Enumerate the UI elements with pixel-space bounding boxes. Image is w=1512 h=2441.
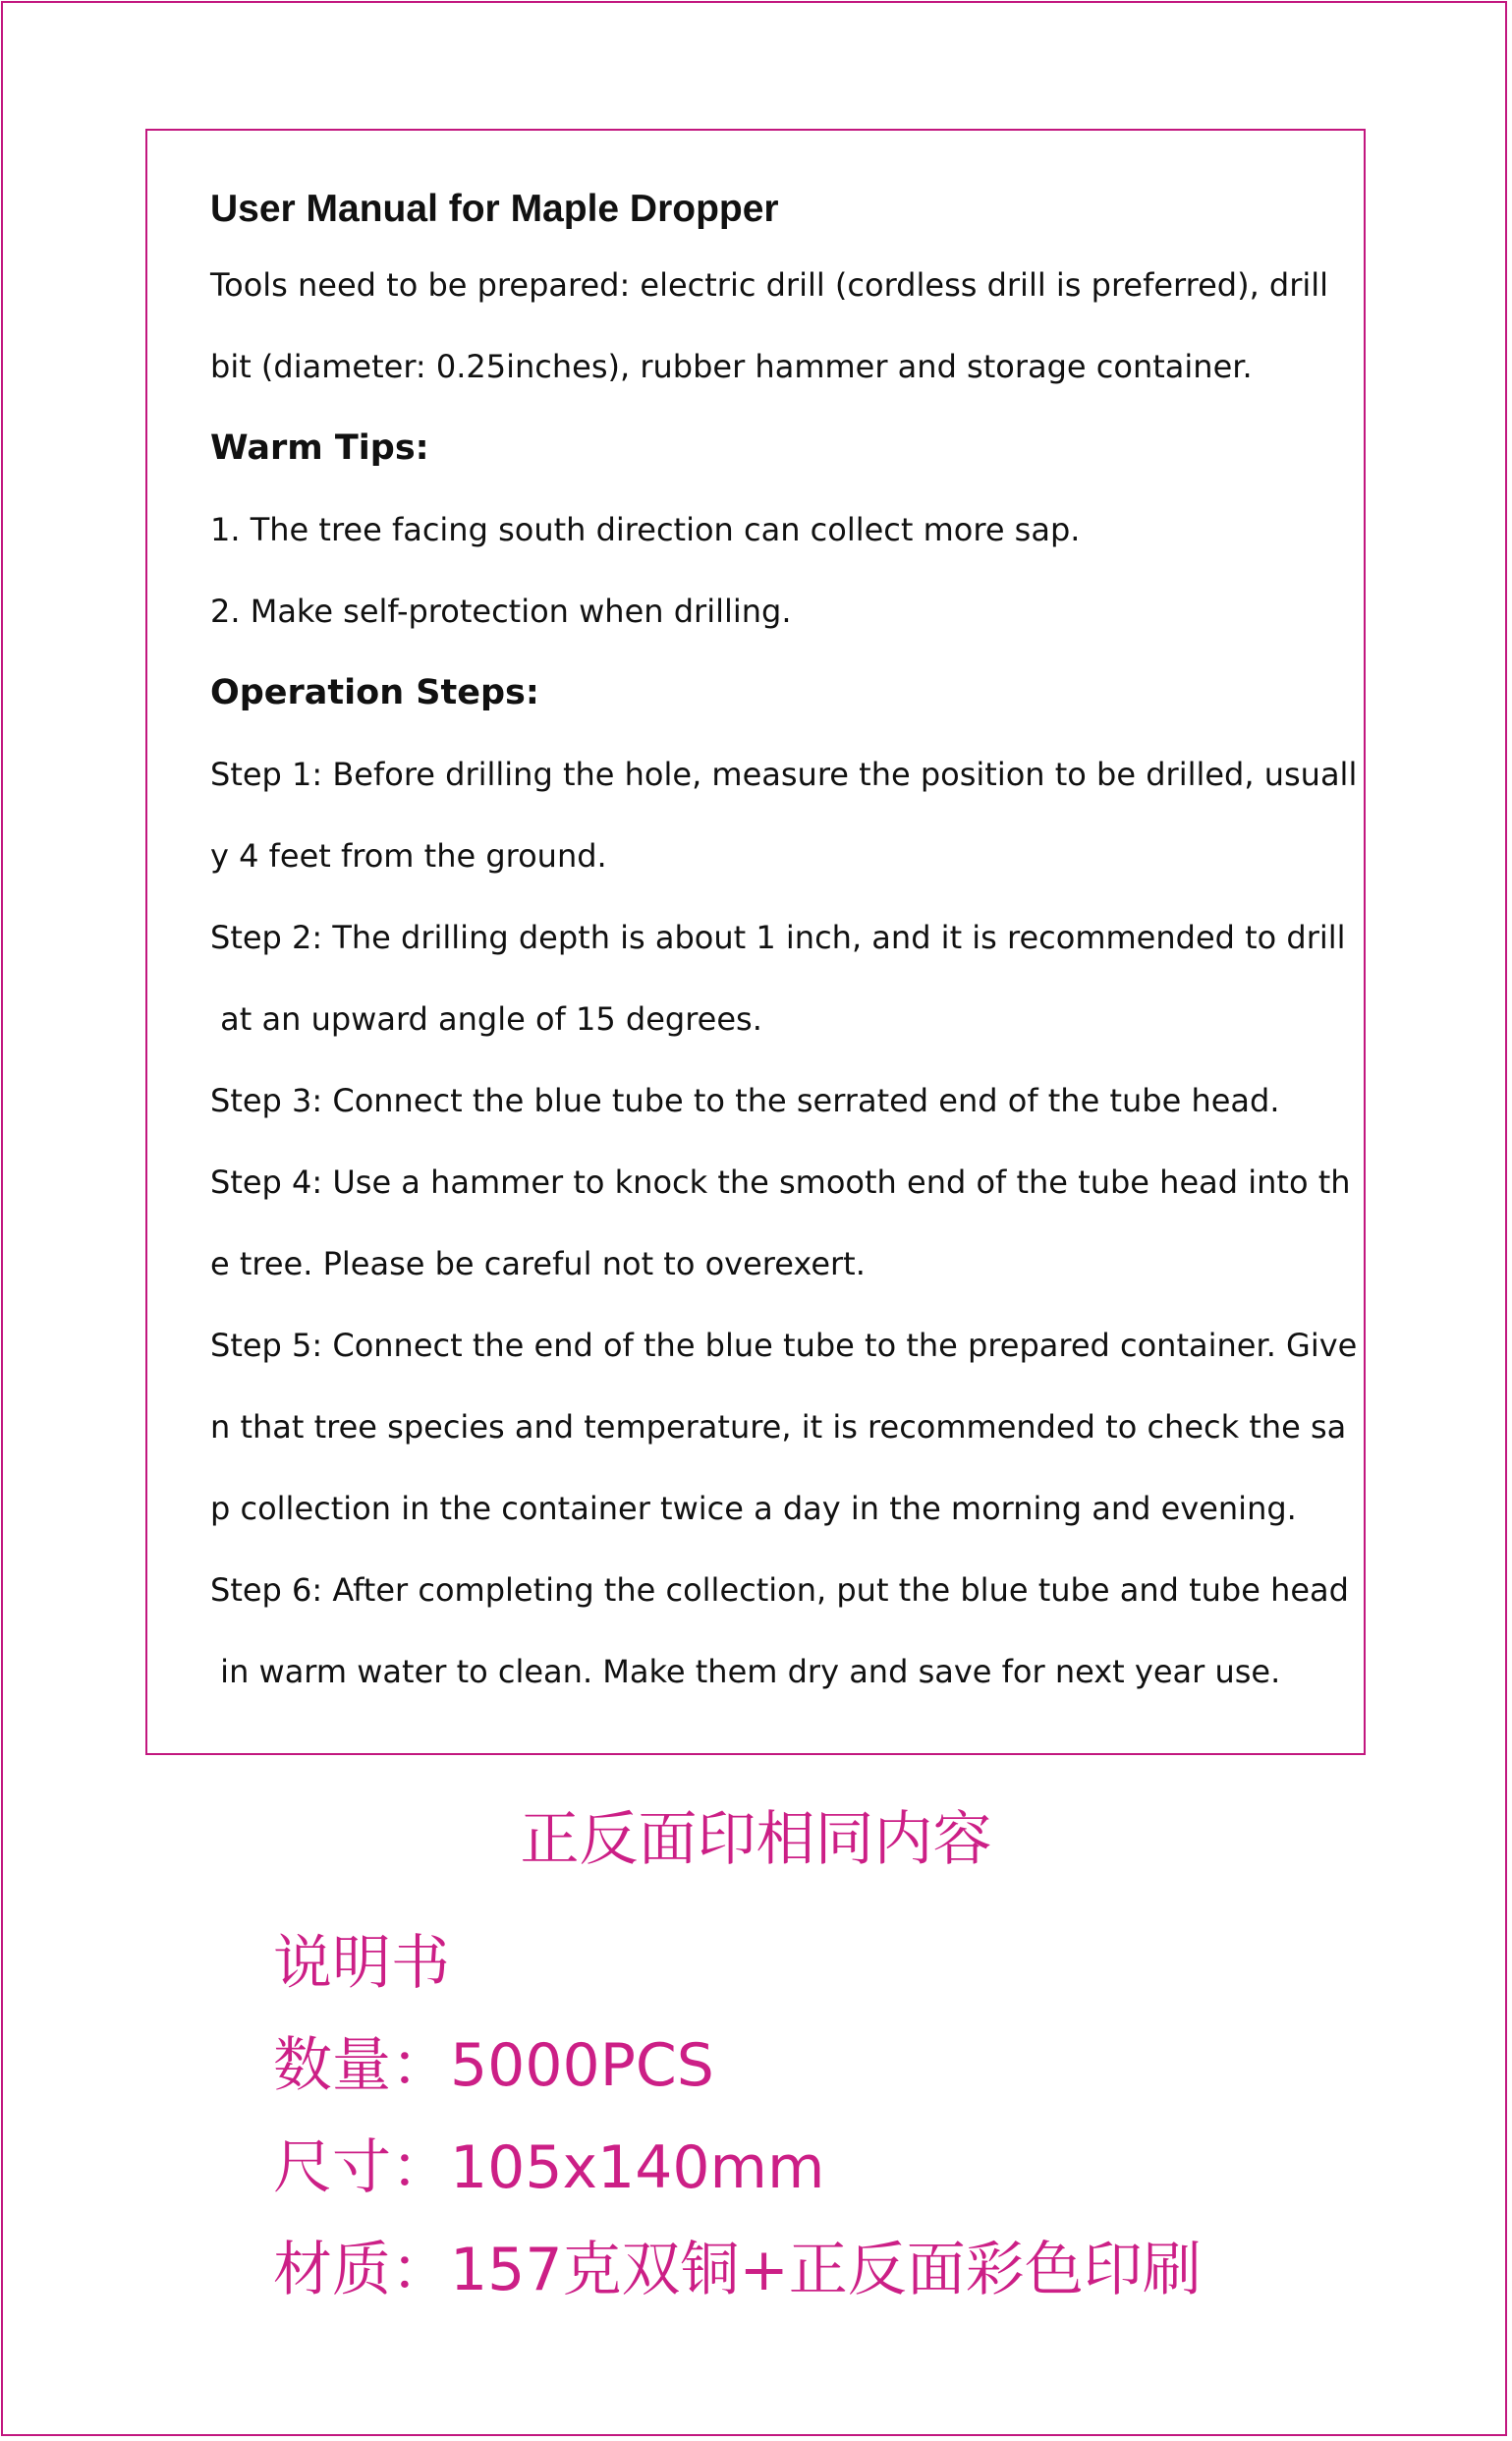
step-line: n that tree species and temperature, it is recommended to check the sa [210, 1408, 1347, 1446]
operation-steps-heading: Operation Steps: [210, 673, 539, 712]
spec-item-material: 材质：157克双铜+正反面彩色印刷 [273, 2236, 1202, 2304]
spec-list [273, 1912, 1512, 2321]
spec-item-product: 说明书 [273, 1929, 450, 1998]
manual-card [145, 129, 1366, 1755]
step-line: Step 5: Connect the end of the blue tube to the prepared container. Give [210, 1327, 1358, 1364]
step-line: e tree. Please be careful not to overexert. [210, 1245, 866, 1282]
step-line: in warm water to clean. Make them dry and save for next year use. [210, 1653, 1281, 1690]
step-line: p collection in the container twice a day in the morning and evening. [210, 1490, 1297, 1527]
manual-title: User Manual for Maple Dropper [210, 188, 779, 230]
tools-line: bit (diameter: 0.25inches), rubber hammer and storage container. [210, 348, 1253, 385]
print-notes [0, 1769, 1512, 2321]
step-line: Step 2: The drilling depth is about 1 inch, and it is recommended to drill [210, 919, 1346, 956]
warm-tip-item: 1. The tree facing south direction can collect more sap. [210, 511, 1081, 548]
step-line: Step 6: After completing the collection, put the blue tube and tube head [210, 1571, 1349, 1609]
warm-tip-item: 2. Make self-protection when drilling. [210, 593, 792, 630]
spec-item-size: 尺寸：105x140mm [273, 2133, 825, 2202]
spec-item-quantity: 数量：5000PCS [273, 2031, 714, 2100]
tools-paragraph [210, 245, 1329, 408]
step-line: Step 3: Connect the blue tube to the serrated end of the tube head. [210, 1082, 1280, 1119]
tools-line: Tools need to be prepared: electric drill (cordless drill is preferred), drill [210, 266, 1329, 304]
step-line: Step 4: Use a hammer to knock the smooth end of the tube head into th [210, 1164, 1351, 1201]
print-notes-heading: 正反面印相同内容 [520, 1805, 992, 1874]
warm-tips-heading: Warm Tips: [210, 428, 429, 468]
step-line: Step 1: Before drilling the hole, measure the position to be drilled, usuall [210, 756, 1358, 793]
step-line: y 4 feet from the ground. [210, 837, 607, 875]
step-line: at an upward angle of 15 degrees. [210, 1000, 762, 1038]
